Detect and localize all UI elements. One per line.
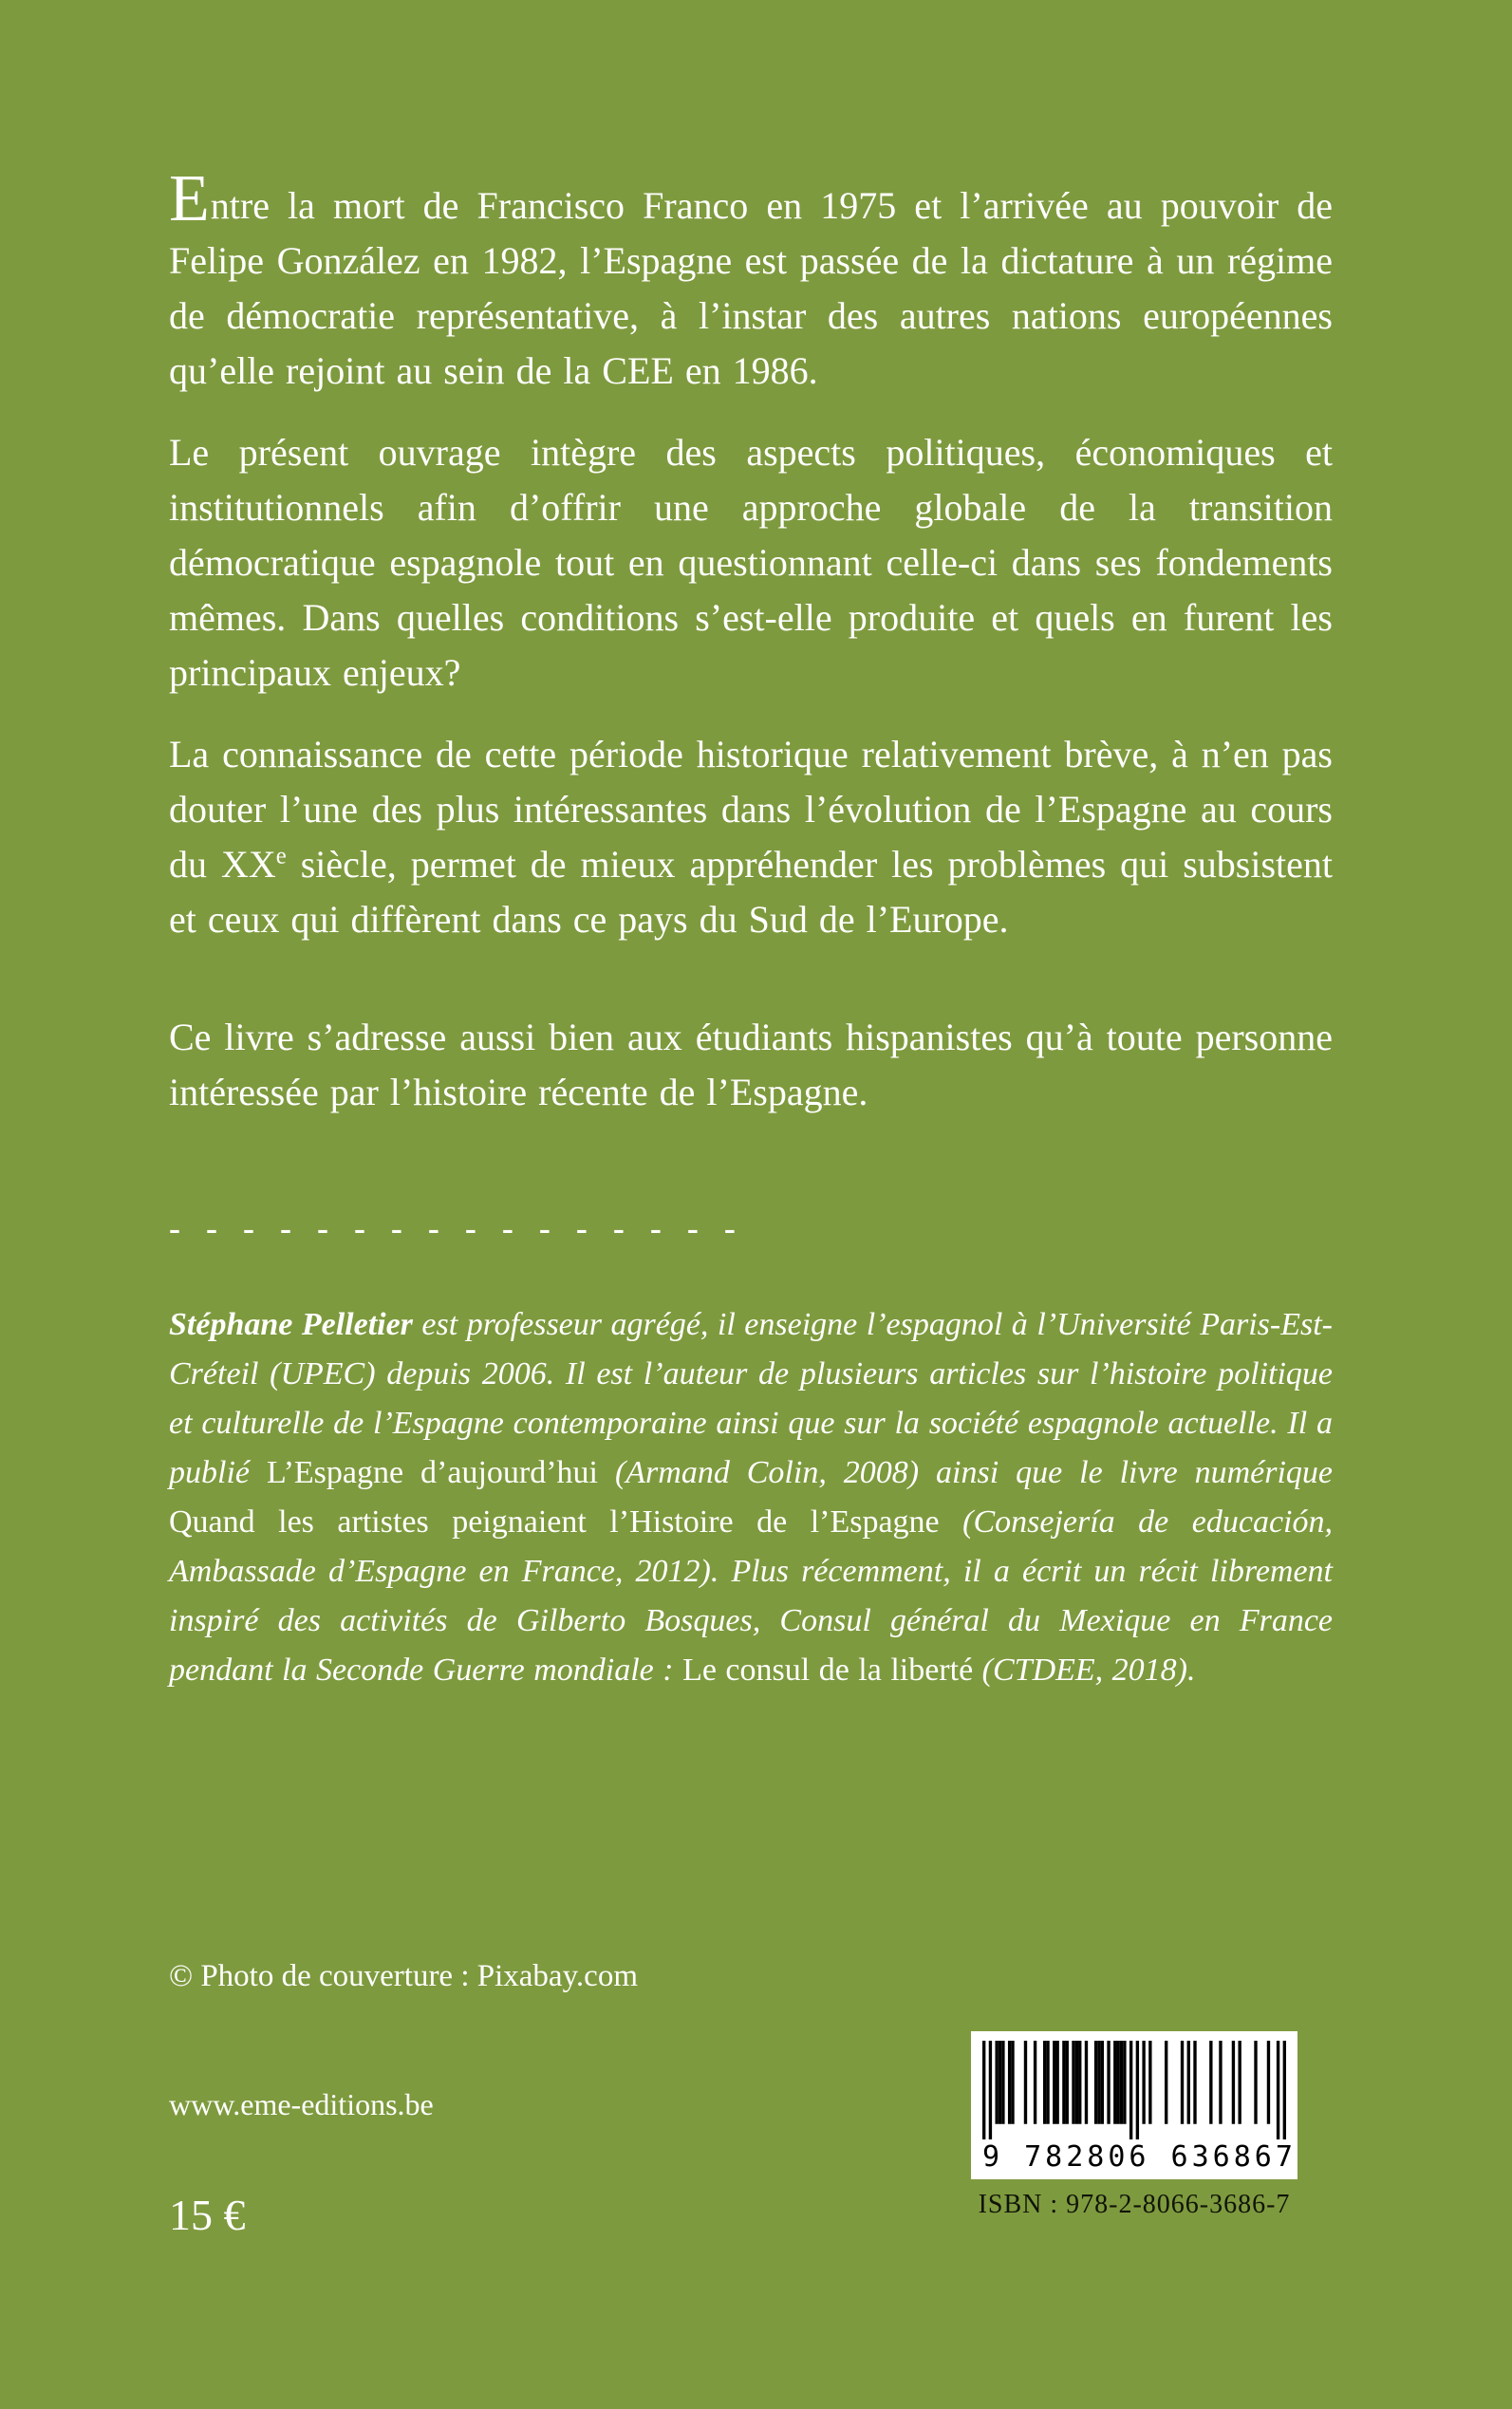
publisher-website: www.eme-editions.be — [169, 2087, 434, 2121]
barcode-block — [971, 2031, 1297, 2221]
barcode-bars-icon — [982, 2041, 1286, 2139]
paragraph-overview: Le présent ouvrage intègre des aspects politiques, économiques et institutionnels afin d’offrir une approche globale de la transition démocratique espagnole tout en questionnant celle-ci dans ses fondements mêmes. Dans quelles conditions s’est-elle produite et quels en furent les principaux enjeux? — [169, 431, 1333, 694]
paragraph-audience: Ce livre s’adresse aussi bien aux étudiants hispanistes qu’à toute personne intéressée par l’histoire récente de l’Espagne. — [169, 1016, 1333, 1113]
isbn-label: ISBN : 978-2-8066-3686-7 — [978, 2190, 1291, 2219]
barcode-box — [971, 2031, 1297, 2179]
paragraph-context: La connaissance de cette période historique relativement brève, à n’en pas douter l’une des plus intéressantes dans l’évolution de l’Espagne au cours du XXe siècle, permet de mieux appréhender les problèmes qui subsistent et ceux qui diffèrent dans ce pays du Sud de l’Europe. — [169, 733, 1333, 941]
price-label: 15 € — [169, 2191, 246, 2239]
photo-credit: © Photo de couverture : Pixabay.com — [169, 1959, 638, 1993]
dropcap-initial: E — [169, 162, 211, 235]
cover-text-block — [169, 162, 1334, 1695]
barcode-number: 9 782806 636867 — [982, 2140, 1297, 2174]
dashed-divider: - - - - - - - - - - - - - - - - — [169, 1209, 744, 1247]
author-bio: Stéphane Pelletier est professeur agrégé, il enseigne l’espagnol à l’Université Paris-Est-Créteil (UPEC) depuis 2006. Il est l’auteur de plusieurs articles sur l’histoire politique et culturelle de l’Espagne contemporaine ainsi que sur la société espagnole actuelle. Il a publié L’Espagne d’aujourd’hui (Armand Colin, 2008) ainsi que le livre numérique Quand les artistes peignaient l’Histoire de l’Espagne (Consejería de educación, Ambassade d’Espagne en France, 2012). Plus récemment, il a écrit un récit librement inspiré des activités de Gilberto Bosques, Consul général du Mexique en France pendant la Seconde Guerre mondiale : Le consul de la liberté (CTDEE, 2018). — [169, 1307, 1334, 1688]
paragraph-intro — [169, 162, 1333, 399]
paragraph-intro-text: ntre la mort de Francisco Franco en 1975 et l’arrivée au pouvoir de Felipe González en 1982, l’Espagne est passée de la dictature à un régime de démocratie représentative, à l’instar des autres nations européennes qu’elle rejoint au sein de la CEE en 1986. — [169, 184, 1333, 392]
